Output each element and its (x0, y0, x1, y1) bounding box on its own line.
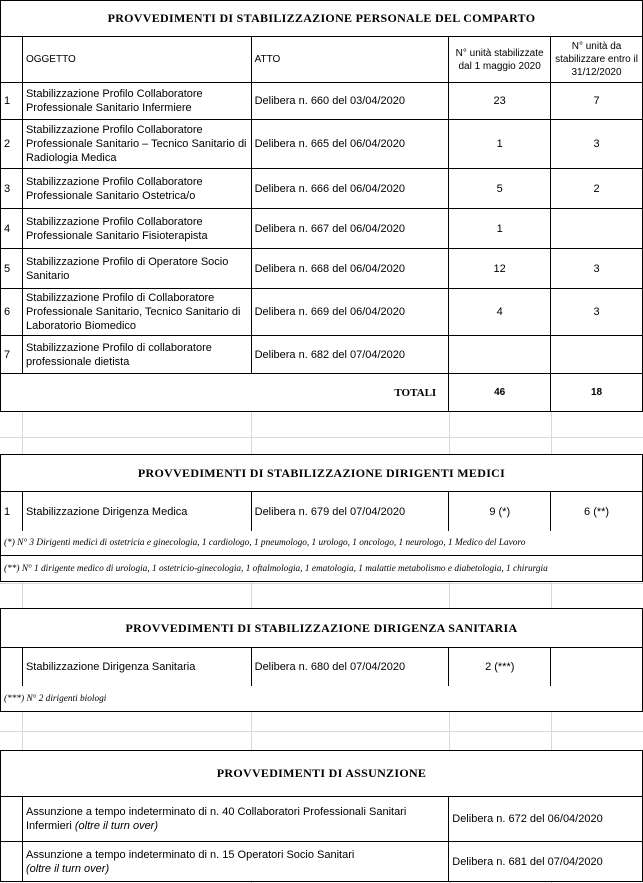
row-oggetto: Stabilizzazione Profilo Collaboratore Professionale Sanitario Infermiere (22, 83, 251, 120)
section-title-dirigenti-medici: PROVVEDIMENTI DI STABILIZZAZIONE DIRIGENTI MEDICI (0, 454, 643, 492)
row-da-stabilizzare: 3 (551, 120, 643, 169)
row-oggetto-text: Assunzione a tempo indeterminato di n. 15 Operatori Socio Sanitari (25, 848, 355, 861)
row-oggetto: Stabilizzazione Profilo Collaboratore Professionale Sanitario Ostetrica/o (22, 169, 251, 209)
header-atto: ATTO (251, 37, 449, 83)
row-da-stabilizzare: 2 (551, 169, 643, 209)
row-oggetto: Stabilizzazione Profilo di Operatore Socio Sanitario (22, 249, 251, 289)
dirigenza-sanitaria-table (0, 647, 643, 687)
table-row (1, 797, 643, 842)
row-oggetto-suffix: (oltre il turn over) (74, 820, 159, 832)
row-oggetto (22, 842, 448, 882)
table-row (1, 209, 643, 249)
row-oggetto: Stabilizzazione Profilo di Collaboratore Professionale Sanitario, Tecnico Sanitario di Laboratorio Biomedico (22, 289, 251, 336)
table-row (1, 336, 643, 374)
header-stabilizzate: N° unità stabilizzate dal 1 maggio 2020 (449, 37, 551, 83)
row-index: 6 (1, 289, 23, 336)
header-oggetto: OGGETTO (22, 37, 251, 83)
footnote-double-asterisk: (**) N° 1 dirigente medico di urologia, 1 ostetricio-ginecologia, 1 oftalmologia, 1 ematologia, 1 malattie metabolismo e diabetologia, 1 chirurgia (0, 556, 643, 582)
row-stabilizzate: 1 (449, 209, 551, 249)
row-index: 1 (1, 83, 23, 120)
row-stabilizzate (449, 336, 551, 374)
row-index: 5 (1, 249, 23, 289)
row-atto: Delibera n. 668 del 06/04/2020 (251, 249, 449, 289)
row-da-stabilizzare (551, 209, 643, 249)
row-oggetto: Stabilizzazione Profilo Collaboratore Professionale Sanitario – Tecnico Sanitario di Radiologia Medica (22, 120, 251, 169)
header-row (1, 37, 643, 83)
dirigenti-medici-table (0, 491, 643, 532)
row-stabilizzate: 1 (449, 120, 551, 169)
row-index (1, 842, 23, 882)
footnote-single-asterisk: (*) N° 3 Dirigenti medici di ostetricia e ginecologia, 1 cardiologo, 1 pneumologo, 1 urologo, 1 oncologo, 1 neurologo, 1 Medico del Lavoro (0, 531, 643, 556)
row-atto: Delibera n. 680 del 07/04/2020 (251, 648, 449, 687)
row-atto: Delibera n. 672 del 06/04/2020 (449, 797, 643, 842)
table-row (1, 249, 643, 289)
row-index: 3 (1, 169, 23, 209)
row-oggetto: Stabilizzazione Dirigenza Medica (22, 492, 251, 532)
row-oggetto: Stabilizzazione Dirigenza Sanitaria (22, 648, 251, 687)
row-atto: Delibera n. 682 del 07/04/2020 (251, 336, 449, 374)
row-oggetto: Stabilizzazione Profilo di collaboratore professionale dietista (22, 336, 251, 374)
row-da-stabilizzare: 6 (**) (551, 492, 643, 532)
totals-label: TOTALI (1, 374, 449, 412)
row-da-stabilizzare (551, 648, 643, 687)
row-da-stabilizzare (551, 336, 643, 374)
totals-da-stabilizzare: 18 (551, 374, 643, 412)
header-index (1, 37, 23, 83)
row-atto: Delibera n. 660 del 03/04/2020 (251, 83, 449, 120)
grid-line (0, 731, 643, 732)
grid-line (0, 437, 643, 438)
row-index (1, 648, 23, 687)
row-stabilizzate: 12 (449, 249, 551, 289)
table-row (1, 120, 643, 169)
row-index: 4 (1, 209, 23, 249)
section-title-comparto: PROVVEDIMENTI DI STABILIZZAZIONE PERSONALE DEL COMPARTO (0, 0, 643, 37)
row-oggetto-text: Assunzione a tempo indeterminato di n. 40 Collaboratori Professionali Sanitari Infermieri (25, 806, 407, 832)
section-title-dirigenza-sanitaria: PROVVEDIMENTI DI STABILIZZAZIONE DIRIGENZA SANITARIA (0, 608, 643, 648)
comparto-table (0, 36, 643, 412)
assunzione-table (0, 796, 643, 882)
row-index: 7 (1, 336, 23, 374)
row-index (1, 797, 23, 842)
totals-stabilizzate: 46 (449, 374, 551, 412)
row-stabilizzate: 9 (*) (449, 492, 551, 532)
row-oggetto: Stabilizzazione Profilo Collaboratore Professionale Sanitario Fisioterapista (22, 209, 251, 249)
row-stabilizzate: 4 (449, 289, 551, 336)
row-atto: Delibera n. 665 del 06/04/2020 (251, 120, 449, 169)
table-row (1, 648, 643, 687)
row-da-stabilizzare: 7 (551, 83, 643, 120)
grid-line (0, 583, 643, 584)
row-atto: Delibera n. 666 del 06/04/2020 (251, 169, 449, 209)
row-stabilizzate: 5 (449, 169, 551, 209)
row-atto: Delibera n. 681 del 07/04/2020 (449, 842, 643, 882)
table-row (1, 289, 643, 336)
row-atto: Delibera n. 679 del 07/04/2020 (251, 492, 449, 532)
row-index: 2 (1, 120, 23, 169)
table-row (1, 83, 643, 120)
header-da-stabilizzare: N° unità da stabilizzare entro il 31/12/2020 (551, 37, 643, 83)
row-stabilizzate: 23 (449, 83, 551, 120)
row-atto: Delibera n. 669 del 06/04/2020 (251, 289, 449, 336)
table-row (1, 492, 643, 532)
footnote-triple-asterisk: (***) N° 2 dirigenti biologi (0, 686, 643, 712)
row-atto: Delibera n. 667 del 06/04/2020 (251, 209, 449, 249)
section-title-assunzione: PROVVEDIMENTI DI ASSUNZIONE (0, 750, 643, 797)
row-index: 1 (1, 492, 23, 532)
row-oggetto (22, 797, 448, 842)
totals-row (1, 374, 643, 412)
row-stabilizzate: 2 (***) (449, 648, 551, 687)
table-row (1, 169, 643, 209)
row-da-stabilizzare: 3 (551, 289, 643, 336)
row-da-stabilizzare: 3 (551, 249, 643, 289)
row-oggetto-suffix: (oltre il turn over) (25, 862, 110, 875)
table-row (1, 842, 643, 882)
